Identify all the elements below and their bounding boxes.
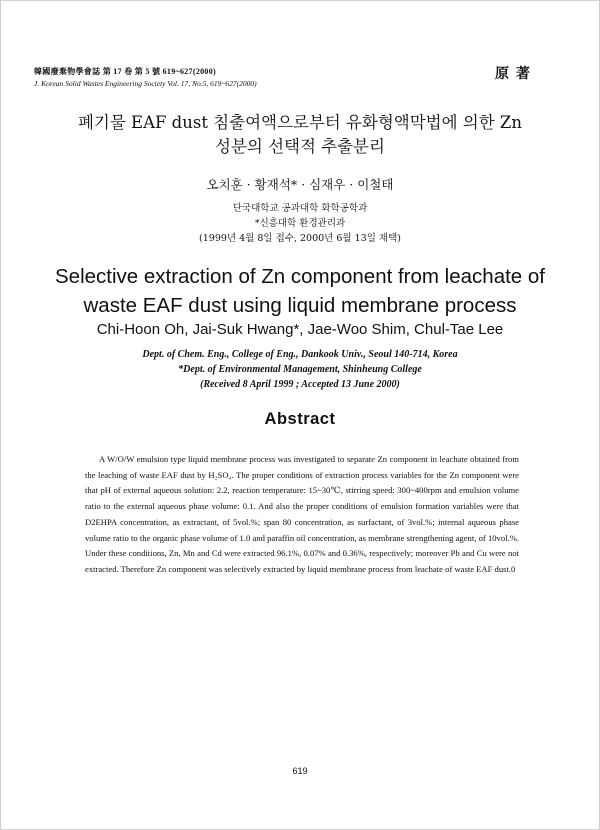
korean-affiliations [0,201,600,246]
english-title-line-1: Selective extraction of Zn component from leachate of [55,265,545,288]
korean-title-line-2: 성분의 선택적 추출분리 [215,137,385,156]
korean-affiliation-1: 단국대학교 공과대학 화학공학과 [232,203,368,214]
english-title-line-2: waste EAF dust using liquid membrane process [83,294,517,317]
abstract-body [85,452,519,578]
english-title [0,262,600,320]
english-authors: Chi-Hoon Oh, Jai-Suk Hwang*, Jae-Woo Shim, Chul-Tae Lee [96,321,504,338]
english-affiliation-1: Dept. of Chem. Eng., College of Eng., Dankook Univ., Seoul 140-714, Korea [142,349,458,360]
korean-title-line-1: 폐기물 EAF dust 침출여액으로부터 유화형액막법에 의한 Zn [77,113,523,132]
english-affiliations [0,347,600,392]
english-affiliation-2: *Dept. of Environmental Management, Shinheung College [178,364,422,375]
article-type-label: 原 著 [495,66,531,82]
journal-header [34,66,257,90]
page-number: 619 [292,766,308,776]
abstract-heading: Abstract [264,410,336,428]
abstract-paragraph: A W/O/W emulsion type liquid membrane process was investigated to separate Zn component in leachate obtained from the leaching of waste EAF dust by H₂SO₄. The proper conditions of extraction process variables for the Zn component were that pH of external aqueous solution: 2.2, reaction temperature: 15~30℃, stirring speed: 300~400rpm and emulsion volume ratio to the external aqueous phase volume: 0.1. And also the proper conditions of emulsion formation variables were that D2EHPA concentration, as extractant, of 5vol.%; span 80 concentration, as surfactant, of 3vol.%; internal aqueous phase volume ratio to the organic phase volume of 1.0 and paraffin oil concentration, as membrane strengthening agent, of 10vol.%. Under these conditions, Zn, Mn and Cd were extracted 96.1%, 0.07% and 0.36%, respectively; moreover Pb and Cu were not extracted. Therefore Zn component was selectively extracted by liquid membrane process from leachate of waste EAF dust.0 [85,454,519,574]
english-received-dates: (Received 8 April 1999 ; Accepted 13 June 2000) [200,379,400,390]
korean-affiliation-2: *신흥대학 환경관리과 [254,218,346,229]
korean-title [0,111,600,159]
journal-citation-korean: 韓國廢棄物學會誌 第 17 卷 第 5 號 619~627(2000) [34,67,216,76]
korean-authors: 오치훈 · 황재석* · 심재우 · 이철태 [206,177,394,192]
journal-citation-english: J. Korean Solid Wastes Engineering Society Vol. 17, No.5, 619~627(2000) [34,79,257,88]
korean-received-dates: (1999년 4월 8일 접수, 2000년 6월 13일 채택) [199,233,401,244]
